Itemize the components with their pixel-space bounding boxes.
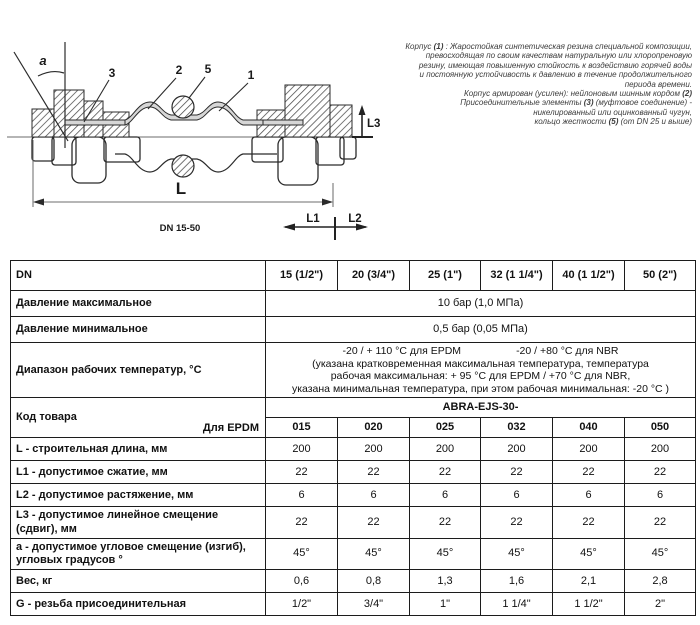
value-cell: 22: [625, 507, 696, 538]
value-cell: 22: [481, 507, 553, 538]
pressure-max-value: 10 бар (1,0 МПа): [266, 291, 696, 317]
value-cell: 1": [410, 593, 481, 616]
header-dn40: 40 (1 1/2"): [553, 261, 625, 291]
dimension-L1-L2: [283, 213, 368, 240]
header-dn25: 25 (1"): [410, 261, 481, 291]
pressure-max-row: [11, 291, 696, 317]
value-cell: 3/4": [338, 593, 410, 616]
spec-row: [11, 538, 696, 569]
dim-L1-label: L1: [306, 213, 320, 225]
left-union-section: [32, 90, 129, 137]
description-line: Корпус (1) : Жаростойкая синтетическая резина специальной композиции,: [405, 42, 692, 51]
value-cell: 45°: [410, 538, 481, 569]
product-code-label: Код товара: [16, 411, 77, 424]
header-dn15: 15 (1/2"): [266, 261, 338, 291]
spec-row: [11, 438, 696, 461]
value-cell: 22: [266, 461, 338, 484]
spec-row: [11, 570, 696, 593]
row-label: L - строительная длина, мм: [11, 438, 266, 461]
temp-range-value: [266, 343, 696, 398]
product-code-cell: 040: [553, 418, 625, 438]
description-line: периода времени.: [624, 79, 692, 89]
value-cell: 22: [266, 507, 338, 538]
dim-L2-label: L2: [348, 213, 362, 225]
product-code-row: [11, 398, 696, 418]
value-cell: 2": [625, 593, 696, 616]
temp-line-1: [271, 345, 690, 358]
description-line: превосходящая по своим качествам натуральную или хлоропреновую: [425, 51, 692, 61]
rubber-flat-right: [258, 120, 303, 125]
value-cell: 200: [625, 438, 696, 461]
part-label-1: 1: [247, 68, 255, 82]
part-label-5: 5: [204, 62, 212, 76]
value-cell: 22: [481, 461, 553, 484]
product-code-label-cell: [11, 398, 266, 438]
row-label: L3 - допустимое линейное смещение (сдвиг), мм: [11, 507, 266, 538]
description-line: Присоединительные элементы (3) (муфтовое соединение) -: [460, 98, 692, 108]
header-dn50: 50 (2"): [625, 261, 696, 291]
value-cell: 0,8: [338, 570, 410, 593]
code-prefix: ABRA-EJS-30-: [266, 398, 696, 418]
value-cell: 22: [338, 507, 410, 538]
value-cell: 0,6: [266, 570, 338, 593]
row-label: L1 - допустимое сжатие, мм: [11, 461, 266, 484]
spec-row: [11, 461, 696, 484]
product-code-cell: 032: [481, 418, 553, 438]
value-cell: 1,6: [481, 570, 553, 593]
product-code-cell: 050: [625, 418, 696, 438]
dim-L3-label: L3: [367, 118, 381, 130]
value-cell: 22: [410, 461, 481, 484]
value-cell: 1/2": [266, 593, 338, 616]
header-dn20: 20 (3/4"): [338, 261, 410, 291]
for-epdm-label: Для EPDM: [202, 422, 259, 435]
table-header-row: [11, 261, 696, 291]
right-union-outline: [252, 137, 356, 185]
temp-line-4: указана минимальная температура, при этом рабочая минимальная: -20 °C ): [291, 382, 670, 395]
value-cell: 45°: [338, 538, 410, 569]
product-code-cell: 020: [338, 418, 410, 438]
row-label: Диапазон рабочих температур, °С: [11, 343, 266, 398]
product-code-cell: 025: [410, 418, 481, 438]
section-circle-bottom: [172, 155, 194, 177]
value-cell: 6: [338, 484, 410, 507]
part-label-2: 2: [175, 63, 183, 77]
bellows-bottom-outline: [115, 154, 277, 172]
value-cell: 6: [553, 484, 625, 507]
value-cell: 6: [625, 484, 696, 507]
value-cell: 200: [481, 438, 553, 461]
row-label: Давление минимальное: [11, 317, 266, 343]
part-label-3: 3: [108, 66, 116, 80]
value-cell: 22: [625, 461, 696, 484]
rubber-flat-left: [65, 120, 125, 125]
description-line: резину, имеющая повышенную стойкость к воздействию горячей воды: [418, 60, 692, 70]
dn-range-caption: DN 15-50: [159, 223, 201, 234]
value-cell: 200: [338, 438, 410, 461]
pressure-min-value: 0,5 бар (0,05 МПа): [266, 317, 696, 343]
description-line: и постоянную устойчивость к давлению в течение продолжительного: [419, 70, 692, 80]
value-cell: 1 1/2": [553, 593, 625, 616]
value-cell: 45°: [266, 538, 338, 569]
value-cell: 200: [266, 438, 338, 461]
dim-L-label: L: [175, 179, 187, 198]
value-cell: 22: [553, 507, 625, 538]
value-cell: 22: [553, 461, 625, 484]
value-cell: 200: [410, 438, 481, 461]
header-dn32: 32 (1 1/4"): [481, 261, 553, 291]
row-label: a - допустимое угловое смещение (изгиб), угловых градусов °: [11, 538, 266, 569]
description-line: никелированный или оцинкованный чугун,: [533, 107, 692, 117]
value-cell: 45°: [481, 538, 553, 569]
value-cell: 45°: [553, 538, 625, 569]
value-cell: 200: [553, 438, 625, 461]
pressure-min-row: [11, 317, 696, 343]
temp-nbr: -20 / +80 °C для NBR: [516, 345, 619, 357]
product-description: [382, 42, 692, 127]
value-cell: 1,3: [410, 570, 481, 593]
value-cell: 22: [410, 507, 481, 538]
expansion-joint-drawing: [5, 28, 390, 246]
header-dn: DN: [11, 261, 266, 291]
row-label: G - резьба присоединительная: [11, 593, 266, 616]
temp-epdm: -20 / + 110 °C для EPDM: [342, 345, 462, 357]
value-cell: 6: [410, 484, 481, 507]
spec-row: [11, 484, 696, 507]
temp-line-2: (указана кратковременная максимальная температура, температура: [312, 357, 649, 370]
description-line: Корпус армирован (усилен): нейлоновым шинным кордом (2): [464, 89, 692, 99]
value-cell: 2,8: [625, 570, 696, 593]
right-union-section: [257, 85, 352, 137]
value-cell: 2,1: [553, 570, 625, 593]
spec-value-rows: [11, 438, 696, 616]
value-cell: 6: [481, 484, 553, 507]
row-label: Давление максимальное: [11, 291, 266, 317]
row-label: L2 - допустимое растяжение, мм: [11, 484, 266, 507]
spec-row: [11, 507, 696, 538]
spec-row: [11, 593, 696, 616]
temp-range-row: [11, 343, 696, 398]
section-circle-top: [172, 96, 194, 118]
temp-line-3: рабочая максимальная: + 95 °C для EPDM / +70 °C для NBR,: [330, 370, 631, 383]
angle-label: a: [39, 53, 47, 68]
description-line: кольцо жесткости (5) (от DN 25 и выше): [534, 117, 692, 127]
spec-table: [10, 260, 696, 616]
value-cell: 45°: [625, 538, 696, 569]
value-cell: 22: [338, 461, 410, 484]
value-cell: 1 1/4": [481, 593, 553, 616]
left-union-outline: [32, 137, 140, 183]
row-label: Вес, кг: [11, 570, 266, 593]
value-cell: 6: [266, 484, 338, 507]
dimension-L3: [352, 105, 380, 137]
product-code-cell: 015: [266, 418, 338, 438]
